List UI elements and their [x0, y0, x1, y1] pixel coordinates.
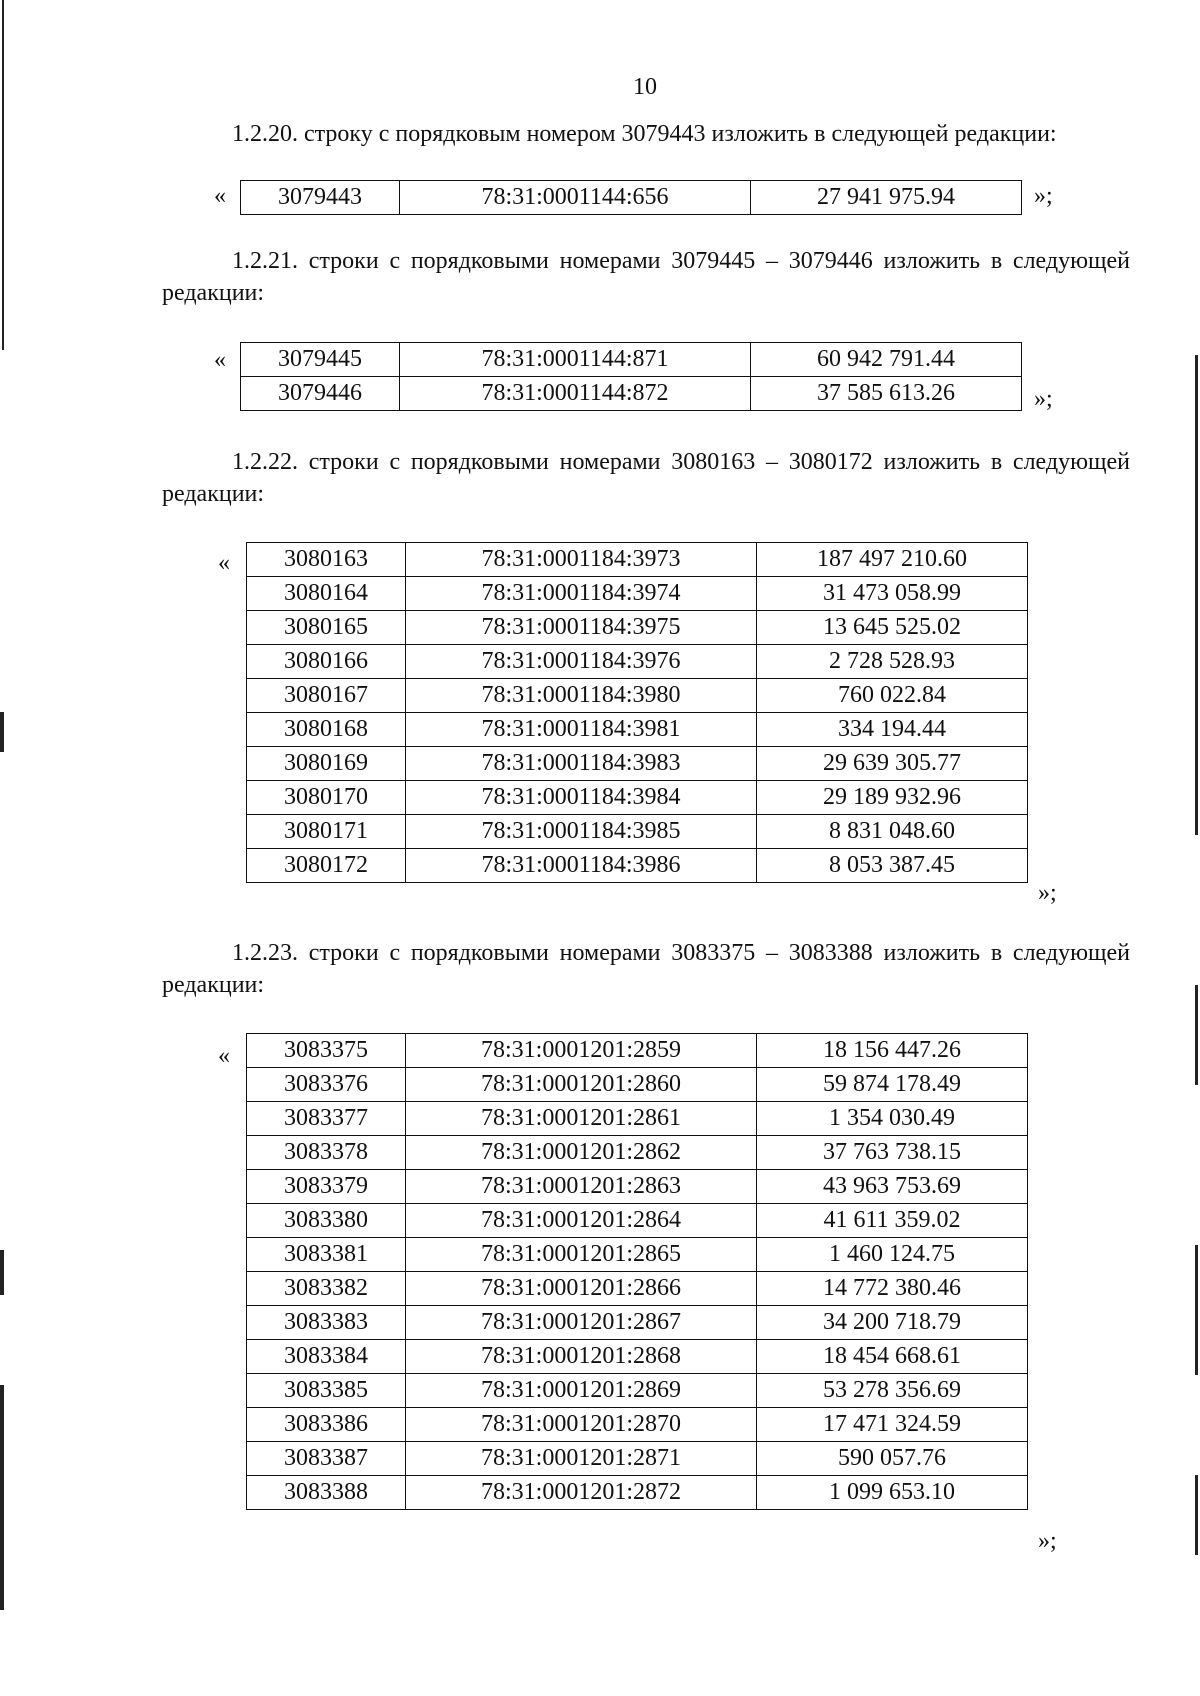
- table-row: [247, 1374, 1028, 1408]
- row-number-cell: 3079446: [241, 377, 400, 411]
- value-cell: 37 763 738.15: [757, 1136, 1028, 1170]
- value-cell: 8 831 048.60: [757, 815, 1028, 849]
- value-cell: 14 772 380.46: [757, 1272, 1028, 1306]
- cadastral-number-cell: 78:31:0001201:2860: [406, 1068, 757, 1102]
- value-cell: 29 189 932.96: [757, 781, 1028, 815]
- table-row: [247, 1204, 1028, 1238]
- row-number-cell: 3083384: [247, 1340, 406, 1374]
- row-number-cell: 3079445: [241, 343, 400, 377]
- scan-edge-mark: [1195, 355, 1198, 835]
- cadastral-number-cell: 78:31:0001201:2859: [406, 1034, 757, 1068]
- table-row: [247, 1272, 1028, 1306]
- cadastral-number-cell: 78:31:0001184:3975: [406, 611, 757, 645]
- value-cell: 27 941 975.94: [751, 181, 1022, 215]
- cadastral-number-cell: 78:31:0001184:3980: [406, 679, 757, 713]
- closing-quote: »;: [1034, 386, 1053, 412]
- value-cell: 17 471 324.59: [757, 1408, 1028, 1442]
- row-number-cell: 3083377: [247, 1102, 406, 1136]
- table-row: [247, 645, 1028, 679]
- value-cell: 2 728 528.93: [757, 645, 1028, 679]
- table-row: [247, 1476, 1028, 1510]
- cadastral-number-cell: 78:31:0001184:3981: [406, 713, 757, 747]
- row-number-cell: 3080169: [247, 747, 406, 781]
- table-row: [247, 1238, 1028, 1272]
- row-number-cell: 3083386: [247, 1408, 406, 1442]
- row-number-cell: 3080171: [247, 815, 406, 849]
- row-number-cell: 3083376: [247, 1068, 406, 1102]
- cadastral-number-cell: 78:31:0001201:2866: [406, 1272, 757, 1306]
- scan-edge-mark: [1195, 1475, 1198, 1555]
- cadastral-number-cell: 78:31:0001201:2869: [406, 1374, 757, 1408]
- row-number-cell: 3083375: [247, 1034, 406, 1068]
- cadastral-number-cell: 78:31:0001184:3983: [406, 747, 757, 781]
- row-number-cell: 3080168: [247, 713, 406, 747]
- cadastral-number-cell: 78:31:0001184:3986: [406, 849, 757, 883]
- cadastral-number-cell: 78:31:0001201:2868: [406, 1340, 757, 1374]
- cadastral-number-cell: 78:31:0001201:2864: [406, 1204, 757, 1238]
- cadastral-number-cell: 78:31:0001201:2872: [406, 1476, 757, 1510]
- table-row: [247, 849, 1028, 883]
- table-row: [247, 713, 1028, 747]
- scan-edge-mark: [0, 712, 4, 752]
- value-cell: 18 156 447.26: [757, 1034, 1028, 1068]
- cadastral-number-cell: 78:31:0001201:2862: [406, 1136, 757, 1170]
- row-number-cell: 3080164: [247, 577, 406, 611]
- opening-quote: «: [218, 550, 230, 576]
- table-row: [247, 1170, 1028, 1204]
- cadastral-number-cell: 78:31:0001184:3973: [406, 543, 757, 577]
- table-row: [247, 1136, 1028, 1170]
- closing-quote: »;: [1038, 880, 1057, 906]
- value-cell: 43 963 753.69: [757, 1170, 1028, 1204]
- cadastral-number-cell: 78:31:0001201:2865: [406, 1238, 757, 1272]
- cadastral-number-cell: 78:31:0001184:3985: [406, 815, 757, 849]
- value-cell: 59 874 178.49: [757, 1068, 1028, 1102]
- scan-edge-mark: [2, 0, 4, 350]
- row-number-cell: 3083381: [247, 1238, 406, 1272]
- row-number-cell: 3083387: [247, 1442, 406, 1476]
- value-cell: 590 057.76: [757, 1442, 1028, 1476]
- value-cell: 60 942 791.44: [751, 343, 1022, 377]
- row-number-cell: 3080166: [247, 645, 406, 679]
- value-cell: 37 585 613.26: [751, 377, 1022, 411]
- scan-edge-mark: [0, 1385, 4, 1610]
- table-row: [241, 343, 1022, 377]
- cadastral-number-cell: 78:31:0001201:2870: [406, 1408, 757, 1442]
- row-number-cell: 3083385: [247, 1374, 406, 1408]
- row-number-cell: 3083388: [247, 1476, 406, 1510]
- table-row: [247, 1102, 1028, 1136]
- row-number-cell: 3083382: [247, 1272, 406, 1306]
- row-number-cell: 3080170: [247, 781, 406, 815]
- amendment-table-1-2-23: [246, 1033, 1028, 1510]
- cadastral-number-cell: 78:31:0001184:3974: [406, 577, 757, 611]
- table-row: [247, 611, 1028, 645]
- table-row: [247, 781, 1028, 815]
- closing-quote: »;: [1038, 1528, 1057, 1554]
- amendment-table-1-2-21: [240, 342, 1022, 411]
- table-row: [247, 815, 1028, 849]
- row-number-cell: 3083380: [247, 1204, 406, 1238]
- value-cell: 13 645 525.02: [757, 611, 1028, 645]
- section-heading-1-2-21: 1.2.21. строки с порядковыми номерами 3079445 – 3079446 изложить в следующей редакции:: [162, 248, 1130, 306]
- value-cell: 8 053 387.45: [757, 849, 1028, 883]
- opening-quote: «: [218, 1043, 230, 1069]
- amendment-table-1-2-20: [240, 180, 1022, 215]
- table-row: [247, 1068, 1028, 1102]
- table-row: [247, 747, 1028, 781]
- value-cell: 41 611 359.02: [757, 1204, 1028, 1238]
- value-cell: 760 022.84: [757, 679, 1028, 713]
- opening-quote: «: [214, 347, 226, 373]
- section-heading-1-2-22: 1.2.22. строки с порядковыми номерами 3080163 – 3080172 изложить в следующей редакции:: [162, 449, 1130, 507]
- scan-edge-mark: [1195, 985, 1198, 1085]
- amendment-table-1-2-22: [246, 542, 1028, 883]
- cadastral-number-cell: 78:31:0001184:3984: [406, 781, 757, 815]
- row-number-cell: 3080165: [247, 611, 406, 645]
- row-number-cell: 3080163: [247, 543, 406, 577]
- cadastral-number-cell: 78:31:0001144:656: [400, 181, 751, 215]
- cadastral-number-cell: 78:31:0001201:2867: [406, 1306, 757, 1340]
- table-row: [247, 1408, 1028, 1442]
- row-number-cell: 3083383: [247, 1306, 406, 1340]
- scan-edge-mark: [0, 1250, 4, 1295]
- table-row: [247, 1034, 1028, 1068]
- table-row: [247, 577, 1028, 611]
- value-cell: 53 278 356.69: [757, 1374, 1028, 1408]
- row-number-cell: 3080172: [247, 849, 406, 883]
- row-number-cell: 3083379: [247, 1170, 406, 1204]
- value-cell: 1 460 124.75: [757, 1238, 1028, 1272]
- value-cell: 1 099 653.10: [757, 1476, 1028, 1510]
- row-number-cell: 3083378: [247, 1136, 406, 1170]
- value-cell: 29 639 305.77: [757, 747, 1028, 781]
- cadastral-number-cell: 78:31:0001201:2863: [406, 1170, 757, 1204]
- page-number: 10: [633, 74, 657, 100]
- value-cell: 334 194.44: [757, 713, 1028, 747]
- value-cell: 31 473 058.99: [757, 577, 1028, 611]
- section-heading-1-2-20: 1.2.20. строку с порядковым номером 3079443 изложить в следующей редакции:: [232, 121, 1057, 147]
- value-cell: 34 200 718.79: [757, 1306, 1028, 1340]
- cadastral-number-cell: 78:31:0001144:871: [400, 343, 751, 377]
- cadastral-number-cell: 78:31:0001201:2861: [406, 1102, 757, 1136]
- cadastral-number-cell: 78:31:0001201:2871: [406, 1442, 757, 1476]
- table-row: [247, 543, 1028, 577]
- row-number-cell: 3079443: [241, 181, 400, 215]
- value-cell: 18 454 668.61: [757, 1340, 1028, 1374]
- value-cell: 187 497 210.60: [757, 543, 1028, 577]
- scan-edge-mark: [1195, 1245, 1198, 1375]
- row-number-cell: 3080167: [247, 679, 406, 713]
- table-row: [247, 1306, 1028, 1340]
- table-row: [247, 679, 1028, 713]
- opening-quote: «: [214, 183, 226, 209]
- table-row: [241, 377, 1022, 411]
- closing-quote: »;: [1034, 183, 1053, 209]
- cadastral-number-cell: 78:31:0001144:872: [400, 377, 751, 411]
- value-cell: 1 354 030.49: [757, 1102, 1028, 1136]
- table-row: [247, 1340, 1028, 1374]
- table-row: [241, 181, 1022, 215]
- section-heading-1-2-23: 1.2.23. строки с порядковыми номерами 3083375 – 3083388 изложить в следующей редакции:: [162, 940, 1130, 998]
- table-row: [247, 1442, 1028, 1476]
- cadastral-number-cell: 78:31:0001184:3976: [406, 645, 757, 679]
